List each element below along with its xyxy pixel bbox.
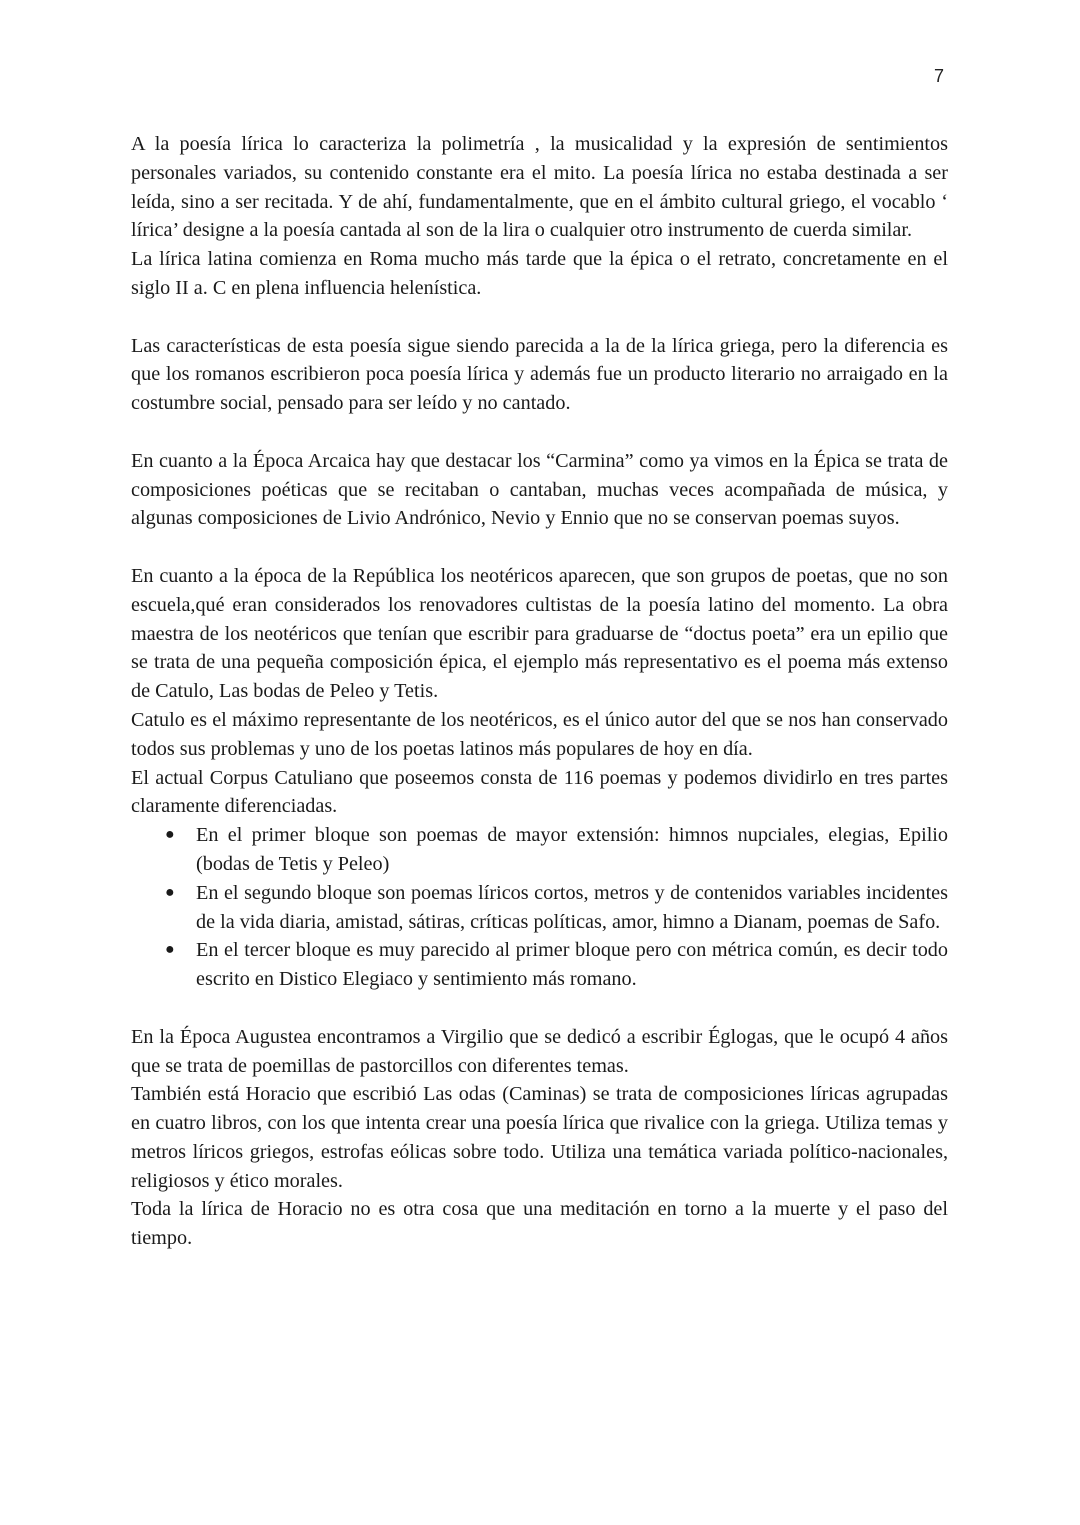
bullet-icon: ●	[165, 883, 175, 901]
list-item-text: En el tercer bloque es muy parecido al primer bloque pero con métrica común, es decir todo escrito en Distico Elegiaco y sentimiento más romano.	[196, 939, 948, 991]
page-number: 7	[934, 66, 945, 86]
list-item	[165, 821, 948, 879]
paragraph-republica: En cuanto a la época de la República los neotéricos aparecen, que son grupos de poetas, que no son escuela,qué eran considerados los renovadores cultistas de la poesía latino del momento. La obra maestra de los neotéricos que tenían que escribir para graduarse de “doctus poeta” era un epilio que se trata de una pequeña composición épica, el ejemplo más representativo es el poema más extenso de Catulo, Las bodas de Peleo y Tetis.	[131, 564, 948, 703]
paragraph-epoca-arcaica: En cuanto a la Época Arcaica hay que destacar los “Carmina” como ya vimos en la Épica se trata de composiciones poéticas que se recitaban o cantaban, muchas veces acompañada de música, y algunas composiciones de Livio Andrónico, Nevio y Ennio que no se conservan poemas suyos.	[131, 449, 948, 530]
bullet-icon: ●	[165, 941, 175, 959]
list-item	[165, 936, 948, 994]
paragraph-epoca-augustea: En la Época Augustea encontramos a Virgilio que se dedicó a escribir Églogas, que le ocupó 4 años que se trata de poemillas de pastorcillos con diferentes temas.	[131, 1025, 948, 1077]
document-body	[131, 130, 948, 1253]
paragraph-lirica-intro: A la poesía lírica lo caracteriza la polimetría , la musicalidad y la expresión de sentimientos personales variados, su contenido constante era el mito. La poesía lírica no estaba destinada a ser leída, sino a ser recitada. Y de ahí, fundamentalmente, que en el ámbito cultural griego, el vocablo ‘ lírica’ designe a la poesía cantada al son de la lira o cualquier otro instrumento de cuerda similar.	[131, 133, 948, 242]
paragraph-gap	[131, 533, 948, 562]
paragraph-gap	[131, 303, 948, 332]
paragraph-lirica-latina: La lírica latina comienza en Roma mucho más tarde que la épica o el retrato, concretamente en el siglo II a. C en plena influencia helenística.	[131, 248, 948, 299]
list-item-text: En el segundo bloque son poemas líricos cortos, metros y de contenidos variables incidentes de la vida diaria, amistad, sátiras, críticas políticas, amor, himno a Dianam, poemas de Safo.	[196, 881, 948, 933]
list-item	[165, 879, 948, 937]
list-item-text: En el primer bloque son poemas de mayor extensión: himnos nupciales, elegias, Epilio (bodas de Tetis y Peleo)	[196, 824, 948, 875]
paragraph-catulo: Catulo es el máximo representante de los neotéricos, es el único autor del que se nos han conservado todos sus problemas y uno de los poetas latinos más populares de hoy en día.	[131, 708, 948, 760]
paragraph-gap	[131, 994, 948, 1023]
paragraph-corpus-catuliano: El actual Corpus Catuliano que poseemos consta de 116 poemas y podemos dividirlo en tres partes claramente diferenciadas.	[131, 766, 948, 818]
paragraph-horacio: También está Horacio que escribió Las odas (Caminas) se trata de composiciones líricas agrupadas en cuatro libros, con los que intenta crear una poesía lírica que rivalice con la griega. Utiliza temas y metros líricos griegos, estrofas eólicas sobre todo. Utiliza una temática variada político-nacionales, religiosos y ético morales.	[131, 1083, 948, 1192]
paragraph-lirica-horacio: Toda la lírica de Horacio no es otra cosa que una meditación en torno a la muerte y el paso del tiempo.	[131, 1198, 948, 1250]
paragraph-caracteristicas: Las características de esta poesía sigue siendo parecida a la de la lírica griega, pero la diferencia es que los romanos escribieron poca poesía lírica y además fue un producto literario no arraigado en la costumbre social, pensado para ser leído y no cantado.	[131, 334, 948, 415]
paragraph-gap	[131, 418, 948, 447]
bullet-list	[131, 821, 948, 994]
bullet-icon: ●	[165, 826, 175, 844]
